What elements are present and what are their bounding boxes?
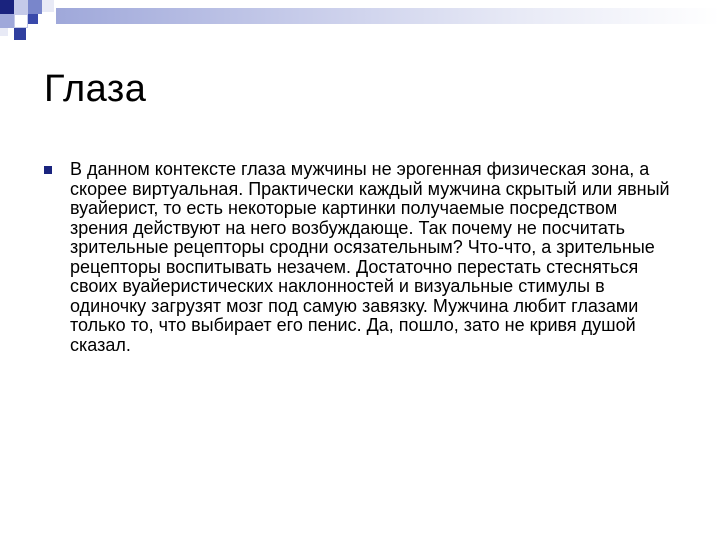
bullet-text: В данном контексте глаза мужчины не эрогенная физическая зона, а скорее виртуальная. Практически каждый мужчина скрытый или явный вуайерист, то есть некоторые картинки получаемые посредством зрения действуют на него возбуждающе. Так почему не посчитать зрительные рецепторы сродни осязательным? Что-что, а зрительные рецепторы воспитывать незачем. Достаточно перестать стесняться своих вуайеристических наклонностей и визуальные стимулы в одиночку загрузят мозг под самую завязку. Мужчина любит глазами только то, что выбирает его пенис. Да, пошло, зато не кривя душой сказал. [70, 159, 670, 355]
decor-square [0, 14, 14, 28]
corner-decoration [0, 0, 60, 45]
decor-square [14, 14, 28, 28]
decor-square [14, 28, 26, 40]
decor-square [28, 0, 42, 14]
decor-square [0, 0, 14, 14]
header-gradient-stripe [56, 8, 720, 24]
decor-square [14, 0, 28, 14]
decor-square [0, 28, 8, 36]
square-bullet-icon [44, 166, 52, 174]
decor-square [28, 14, 38, 24]
slide-body [44, 160, 684, 355]
decor-square [42, 0, 54, 12]
slide-title: Глаза [44, 68, 147, 110]
bullet-item [44, 160, 684, 355]
